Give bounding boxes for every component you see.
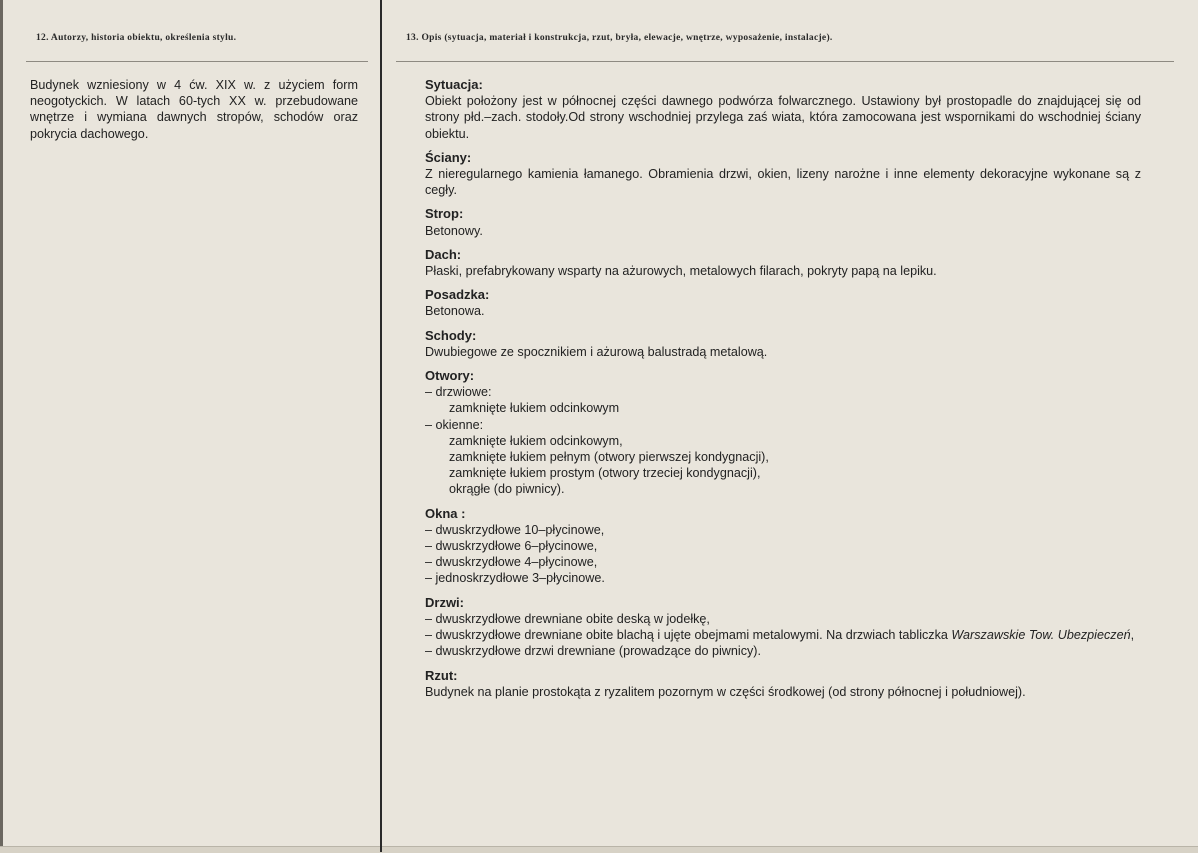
okna-item: – dwuskrzydłowe 4–płycinowe, [425, 555, 598, 570]
heading-schody: Schody: [425, 327, 477, 343]
section-13-heading: 13. Opis (sytuacja, materiał i konstrukcja, rzut, bryła, elewacje, wnętrze, wyposażenie, instalacje). [406, 33, 833, 43]
okna-item: – jednoskrzydłowe 3–płycinowe. [425, 571, 605, 586]
text-schody: Dwubiegowe ze spocznikiem i ażurową balustradą metalową. [425, 344, 768, 359]
block-sciany [425, 150, 1141, 199]
text-rzut: Budynek na planie prostokąta z ryzalitem pozornym w części środkowej (od strony północnej i południowej). [425, 684, 1026, 699]
heading-strop: Strop: [425, 206, 464, 222]
drzwi-item-2-end: , [1130, 628, 1135, 643]
page-left-edge [0, 0, 3, 852]
heading-sciany: Ściany: [425, 149, 472, 165]
drzwi-item-3: – dwuskrzydłowe drzwi drewniane (prowadzące do piwnicy). [425, 644, 761, 659]
drzwi-item-1: – dwuskrzydłowe drewniane obite deską w jodełkę, [425, 611, 710, 626]
otwory-drzwiowe-item: zamknięte łukiem odcinkowym [449, 401, 620, 416]
text-sciany: Z nieregularnego kamienia łamanego. Obramienia drzwi, okien, lizeny narożne i inne elementy dekoracyjne wykonane są z cegły. [425, 167, 1141, 198]
block-schody [425, 328, 1141, 360]
block-dach [425, 247, 1141, 279]
block-drzwi [425, 595, 1141, 660]
history-text: Budynek wzniesiony w 4 ćw. XIX w. z użyciem form neogotyckich. W latach 60-tych XX w. przebudowane wnętrze i wymiana dawnych stropów, schodów oraz pokrycia dachowego. [30, 78, 358, 141]
heading-sytuacja: Sytuacja: [425, 77, 483, 92]
okna-item: – dwuskrzydłowe 10–płycinowe, [425, 522, 605, 537]
description-section [425, 77, 1141, 708]
otwory-okienne-label: – okienne: [425, 417, 484, 432]
text-strop: Betonowy. [425, 223, 483, 238]
otwory-okienne-item: zamknięte łukiem pełnym (otwory pierwszej kondygnacji), [449, 450, 769, 465]
text-dach: Płaski, prefabrykowany wsparty na ażurowych, metalowych filarach, pokryty papą na lepiku. [425, 264, 937, 279]
block-posadzka [425, 287, 1141, 319]
otwory-okienne-item: zamknięte łukiem prostym (otwory trzeciej kondygnacji), [449, 466, 761, 481]
section-12-heading: 12. Autorzy, historia obiektu, określenia stylu. [36, 33, 237, 43]
heading-drzwi: Drzwi: [425, 594, 464, 610]
block-okna [425, 506, 1141, 587]
block-strop [425, 206, 1141, 238]
block-otwory [425, 368, 1141, 498]
column-divider [380, 0, 382, 852]
heading-dach: Dach: [425, 246, 462, 262]
drzwi-plaque-name: Warszawskie Tow. Ubezpieczeń [951, 628, 1131, 643]
otwory-okienne-item: zamknięte łukiem odcinkowym, [449, 433, 623, 448]
left-header-rule [26, 61, 368, 62]
block-rzut [425, 668, 1141, 700]
right-header-rule [396, 61, 1174, 62]
heading-rzut: Rzut: [425, 667, 458, 683]
text-posadzka: Betonowa. [425, 304, 485, 319]
block-sytuacja [425, 77, 1141, 142]
otwory-drzwiowe-label: – drzwiowe: [425, 385, 492, 400]
text-sytuacja: Obiekt położony jest w północnej części dawnego podwórza folwarcznego. Ustawiony był prostopadle do znajdującej się od strony płd.–zach. stodoły.Od strony wschodniej przylega zaś wiata, która zamocowana jest wspornikami do wschodniej ściany obiektu. [425, 94, 1141, 141]
heading-okna: Okna : [425, 505, 466, 521]
heading-otwory: Otwory: [425, 368, 475, 384]
heading-posadzka: Posadzka: [425, 287, 490, 303]
okna-item: – dwuskrzydłowe 6–płycinowe, [425, 539, 598, 554]
drzwi-item-2-text: – dwuskrzydłowe drewniane obite blachą i ujęte obejmami metalowymi. Na drzwiach tabliczka [425, 628, 952, 643]
drzwi-item-2 [425, 627, 1141, 643]
otwory-okienne-item: okrągłe (do piwnicy). [449, 482, 565, 497]
